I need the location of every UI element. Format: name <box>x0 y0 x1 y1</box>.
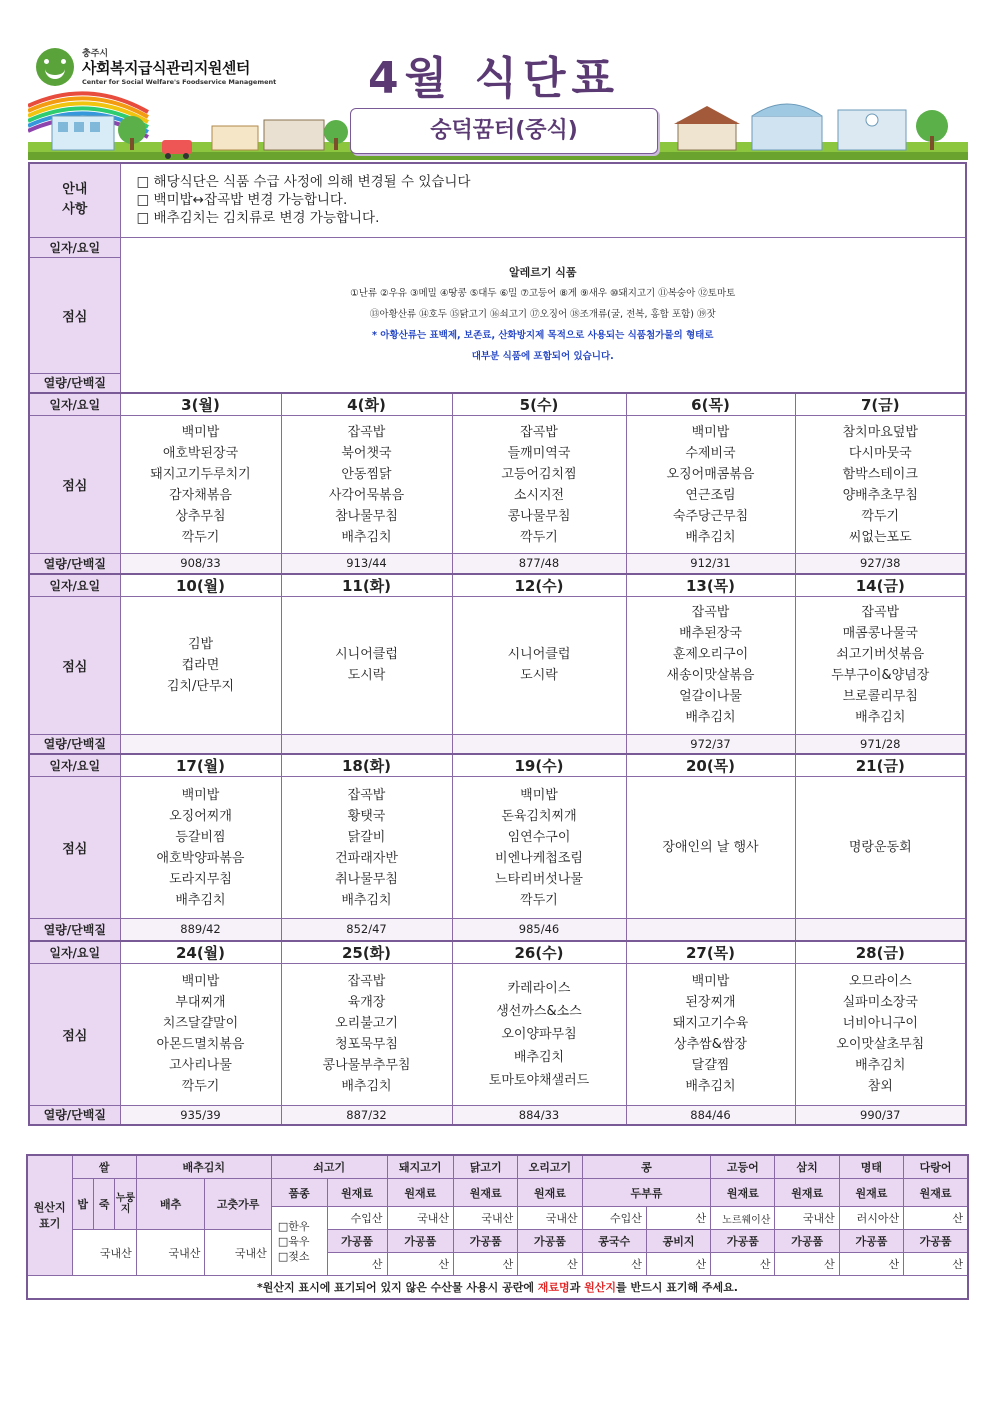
origin-chicken: 닭고기 <box>453 1155 517 1179</box>
kcal-label: 열량/단백질 <box>29 919 120 941</box>
kcal-cell: 990/37 <box>795 1105 966 1125</box>
pork-origin: 국내산 <box>387 1207 453 1230</box>
origin-rice: 쌀 <box>72 1155 136 1179</box>
day-header: 17(월) <box>120 754 281 777</box>
origin-pollock: 명태 <box>839 1155 903 1179</box>
origin-beef: 쇠고기 <box>271 1155 387 1179</box>
day-header: 28(금) <box>795 941 966 964</box>
day-header: 10(월) <box>120 574 281 597</box>
day-header: 18(화) <box>281 754 452 777</box>
beef-origin: 수입산 <box>327 1207 387 1230</box>
week-2-menus <box>29 596 966 734</box>
raw-label: 원재료 <box>711 1179 775 1207</box>
day-header: 12(수) <box>452 574 626 597</box>
kimchi-sub: 고춧가루 <box>205 1179 271 1230</box>
menu-cell: 시니어클럽 도시락 <box>452 596 626 734</box>
kcal-cell: 887/32 <box>281 1105 452 1125</box>
logo-center-name: 사회복지급식관리지원센터 <box>82 59 250 77</box>
origin-pork: 돼지고기 <box>387 1155 453 1179</box>
allergy-list-2: ⑬아황산류 ⑭호두 ⑮닭고기 ⑯쇠고기 ⑰오징어 ⑱조개류(굴, 전복, 홍합 포함) ⑲잣 <box>369 309 716 321</box>
day-header: 7(금) <box>795 393 966 416</box>
rice-sub: 밥 <box>72 1179 93 1230</box>
kcal-cell: 908/33 <box>120 554 281 574</box>
mackerel-origin: 노르웨이산 <box>711 1207 775 1230</box>
menu-cell: 카레라이스 생선까스&소스 오이양파무침 배추김치 토마토야채샐러드 <box>452 963 626 1105</box>
notice-line: □ 배추김치는 김치류로 변경 가능합니다. <box>136 210 380 227</box>
raw-label: 원재료 <box>453 1179 517 1207</box>
beef-kind-checkboxes[interactable]: □한우 □육우 □젖소 <box>271 1207 327 1276</box>
allergy-info <box>120 237 966 393</box>
bean-curd-label: 콩비지 <box>646 1230 710 1253</box>
tofu-origin: 수입산 <box>582 1207 646 1230</box>
origin-duck: 오리고기 <box>518 1155 582 1179</box>
tofu-label: 두부류 <box>582 1179 711 1207</box>
origin-octopus: 다랑어 <box>904 1155 968 1179</box>
suffix-cell: 산 <box>904 1253 968 1276</box>
pollock-origin: 러시아산 <box>839 1207 903 1230</box>
week-1-kcal <box>29 554 966 574</box>
kcal-cell: 972/37 <box>626 734 795 754</box>
processed-label: 가공품 <box>387 1230 453 1253</box>
kcal-cell <box>281 734 452 754</box>
raw-label: 원재료 <box>327 1179 387 1207</box>
suffix-cell: 산 <box>453 1253 517 1276</box>
notice-label: 안내 사항 <box>29 163 120 237</box>
logo-city: 충주시 <box>82 49 109 59</box>
processed-label: 가공품 <box>904 1230 968 1253</box>
lunch-label: 점심 <box>29 777 120 919</box>
kcal-cell: 889/42 <box>120 919 281 941</box>
day-header: 3(월) <box>120 393 281 416</box>
day-header: 4(화) <box>281 393 452 416</box>
day-header: 24(월) <box>120 941 281 964</box>
menu-cell: 참치마요덮밥 다시마뭇국 함박스테이크 양배추초무침 깍두기 씨없는포도 <box>795 416 966 554</box>
date-day-label: 일자/요일 <box>29 393 120 416</box>
footnote-text: *원산지 표시에 표기되어 있지 않은 수산물 사용시 공란에 <box>257 1281 538 1294</box>
suffix-cell: 산 <box>775 1253 839 1276</box>
week-2-kcal <box>29 734 966 754</box>
kcal-cell: 884/33 <box>452 1105 626 1125</box>
raw-label: 원재료 <box>775 1179 839 1207</box>
week-4-kcal <box>29 1105 966 1125</box>
day-header: 14(금) <box>795 574 966 597</box>
week-3-days <box>29 754 966 777</box>
rice-sub: 죽 <box>93 1179 114 1230</box>
kcal-cell: 985/46 <box>452 919 626 941</box>
allergy-list-1: ①난류 ②우유 ③메밀 ④땅콩 ⑤대두 ⑥밀 ⑦고등어 ⑧게 ⑨새우 ⑩돼지고기 ⑪복숭아 ⑫토마토 <box>350 288 736 300</box>
day-header: 19(수) <box>452 754 626 777</box>
origin-footnote <box>27 1276 968 1300</box>
processed-label: 가공품 <box>775 1230 839 1253</box>
page-header <box>28 36 968 160</box>
kcal-cell: 912/31 <box>626 554 795 574</box>
date-day-label: 일자/요일 <box>29 941 120 964</box>
lunch-label: 점심 <box>29 963 120 1105</box>
raw-label: 원재료 <box>518 1179 582 1207</box>
origin-bean: 콩 <box>582 1155 711 1179</box>
week-1-menus <box>29 416 966 554</box>
pepper-origin: 국내산 <box>205 1230 271 1276</box>
day-header: 6(목) <box>626 393 795 416</box>
processed-label: 가공품 <box>327 1230 387 1253</box>
day-header: 25(화) <box>281 941 452 964</box>
menu-cell: 명랑운동회 <box>795 777 966 919</box>
menu-cell: 잡곡밥 육개장 오리불고기 청포묵무침 콩나물부추무침 배추김치 <box>281 963 452 1105</box>
kcal-cell: 913/44 <box>281 554 452 574</box>
origin-table <box>26 1154 969 1300</box>
suffix-cell: 산 <box>387 1253 453 1276</box>
page-title: 4월 식단표 <box>368 53 620 104</box>
menu-cell: 백미밥 애호박된장국 돼지고기두루치기 감자채볶음 상추무침 깍두기 <box>120 416 281 554</box>
week-3-menus <box>29 777 966 919</box>
lunch-label: 점심 <box>29 416 120 554</box>
allergy-note-1: * 아황산류는 표백제, 보존료, 산화방지제 목적으로 사용되는 식품첨가물의 형태로 <box>372 330 714 342</box>
week-2-days <box>29 574 966 597</box>
origin-kimchi: 배추김치 <box>136 1155 271 1179</box>
kcal-cell: 971/28 <box>795 734 966 754</box>
day-header: 13(목) <box>626 574 795 597</box>
kcal-cell <box>795 919 966 941</box>
date-day-label: 일자/요일 <box>29 754 120 777</box>
smile-logo-icon <box>36 48 74 86</box>
day-header: 5(수) <box>452 393 626 416</box>
octopus-origin: 산 <box>904 1207 968 1230</box>
menu-table <box>28 162 967 1126</box>
menu-cell: 잡곡밥 매콤콩나물국 쇠고기버섯볶음 두부구이&양념장 브로콜리무침 배추김치 <box>795 596 966 734</box>
duck-origin: 국내산 <box>518 1207 582 1230</box>
day-header: 21(금) <box>795 754 966 777</box>
kcal-label: 열량/단백질 <box>29 734 120 754</box>
origin-saury: 삼치 <box>775 1155 839 1179</box>
tofu-origin-2: 산 <box>646 1207 710 1230</box>
kcal-label: 열량/단백질 <box>29 373 120 393</box>
notice-row <box>29 163 966 237</box>
kcal-cell <box>120 734 281 754</box>
suffix-cell: 산 <box>711 1253 775 1276</box>
bean-noodle-label: 콩국수 <box>582 1230 646 1253</box>
origin-label: 원산지 표기 <box>27 1155 72 1276</box>
notice-line: □ 해당식단은 식품 수급 사정에 의해 변경될 수 있습니다 <box>136 174 471 191</box>
day-header: 26(수) <box>452 941 626 964</box>
menu-cell: 백미밥 돈육김치찌개 임연수구이 비엔나케첩조림 느타리버섯나물 깍두기 <box>452 777 626 919</box>
origin-mackerel: 고등어 <box>711 1155 775 1179</box>
processed-label: 가공품 <box>839 1230 903 1253</box>
kcal-cell: 927/38 <box>795 554 966 574</box>
menu-cell: 백미밥 된장찌개 돼지고기수육 상추쌈&쌈장 달걀찜 배추김치 <box>626 963 795 1105</box>
lunch-label: 점심 <box>29 257 120 373</box>
week-4-menus <box>29 963 966 1105</box>
kcal-cell <box>452 734 626 754</box>
menu-cell: 잡곡밥 배추된장국 훈제오리구이 새송이맛살볶음 얼갈이나물 배추김치 <box>626 596 795 734</box>
saury-origin: 국내산 <box>775 1207 839 1230</box>
allergy-note-2: 대부분 식품에 포함되어 있습니다. <box>471 351 614 363</box>
rice-sub: 누룽지 <box>115 1179 136 1230</box>
chicken-origin: 국내산 <box>453 1207 517 1230</box>
rice-origin: 국내산 <box>72 1230 136 1276</box>
center-logo <box>36 46 276 96</box>
notice-line: □ 백미밥↔잡곡밥 변경 가능합니다. <box>136 192 348 209</box>
date-day-label: 일자/요일 <box>29 574 120 597</box>
cabbage-origin: 국내산 <box>136 1230 205 1276</box>
kcal-cell: 935/39 <box>120 1105 281 1125</box>
week-1-days <box>29 393 966 416</box>
week-3-kcal <box>29 919 966 941</box>
footnote-highlight: 재료명 <box>537 1281 570 1294</box>
kcal-label: 열량/단백질 <box>29 554 120 574</box>
processed-label: 가공품 <box>518 1230 582 1253</box>
footnote-text: 를 반드시 표기해 주세요. <box>616 1281 738 1294</box>
day-header: 11(화) <box>281 574 452 597</box>
raw-label: 원재료 <box>839 1179 903 1207</box>
beef-kind-label: 품종 <box>271 1179 327 1207</box>
menu-cell: 장애인의 날 행사 <box>626 777 795 919</box>
menu-cell: 김밥 컵라면 김치/단무지 <box>120 596 281 734</box>
day-header: 27(목) <box>626 941 795 964</box>
kcal-cell <box>626 919 795 941</box>
menu-cell: 오므라이스 실파미소장국 너비아니구이 오이맛살초무침 배추김치 참외 <box>795 963 966 1105</box>
date-day-label: 일자/요일 <box>29 237 120 257</box>
kcal-cell: 852/47 <box>281 919 452 941</box>
menu-cell: 잡곡밥 북어챗국 안동찜닭 사각어묵볶음 참나물무침 배추김치 <box>281 416 452 554</box>
menu-cell: 백미밥 부대찌개 치즈달걀말이 아몬드멸치볶음 고사리나물 깍두기 <box>120 963 281 1105</box>
suffix-cell: 산 <box>518 1253 582 1276</box>
notice-text <box>120 163 966 237</box>
suffix-cell: 산 <box>327 1253 387 1276</box>
page-subtitle: 숭덕꿈터(중식) <box>350 108 658 154</box>
menu-cell: 백미밥 오징어찌개 등갈비찜 애호박양파볶음 도라지무침 배추김치 <box>120 777 281 919</box>
menu-cell: 백미밥 수제비국 오징어매콤볶음 연근조림 숙주당근무침 배추김치 <box>626 416 795 554</box>
suffix-cell: 산 <box>582 1253 646 1276</box>
footnote-text: 과 <box>569 1281 585 1294</box>
footnote-highlight: 원산지 <box>584 1281 617 1294</box>
suffix-cell: 산 <box>646 1253 710 1276</box>
day-header: 20(목) <box>626 754 795 777</box>
processed-label: 가공품 <box>711 1230 775 1253</box>
week-4-days <box>29 941 966 964</box>
logo-center-name-en: Center for Social Welfare's Foodservice Management <box>82 78 277 86</box>
kimchi-sub: 배추 <box>136 1179 205 1230</box>
kcal-cell: 884/46 <box>626 1105 795 1125</box>
menu-cell: 잡곡밥 들깨미역국 고등어김치찜 소시지전 콩나물무침 깍두기 <box>452 416 626 554</box>
suffix-cell: 산 <box>839 1253 903 1276</box>
lunch-label: 점심 <box>29 596 120 734</box>
raw-label: 원재료 <box>387 1179 453 1207</box>
kcal-cell: 877/48 <box>452 554 626 574</box>
menu-cell: 잡곡밥 황탯국 닭갈비 건파래자반 취나물무침 배추김치 <box>281 777 452 919</box>
raw-label: 원재료 <box>904 1179 968 1207</box>
menu-cell: 시니어클럽 도시락 <box>281 596 452 734</box>
processed-label: 가공품 <box>453 1230 517 1253</box>
allergy-title: 알레르기 식품 <box>508 266 577 280</box>
kcal-label: 열량/단백질 <box>29 1105 120 1125</box>
